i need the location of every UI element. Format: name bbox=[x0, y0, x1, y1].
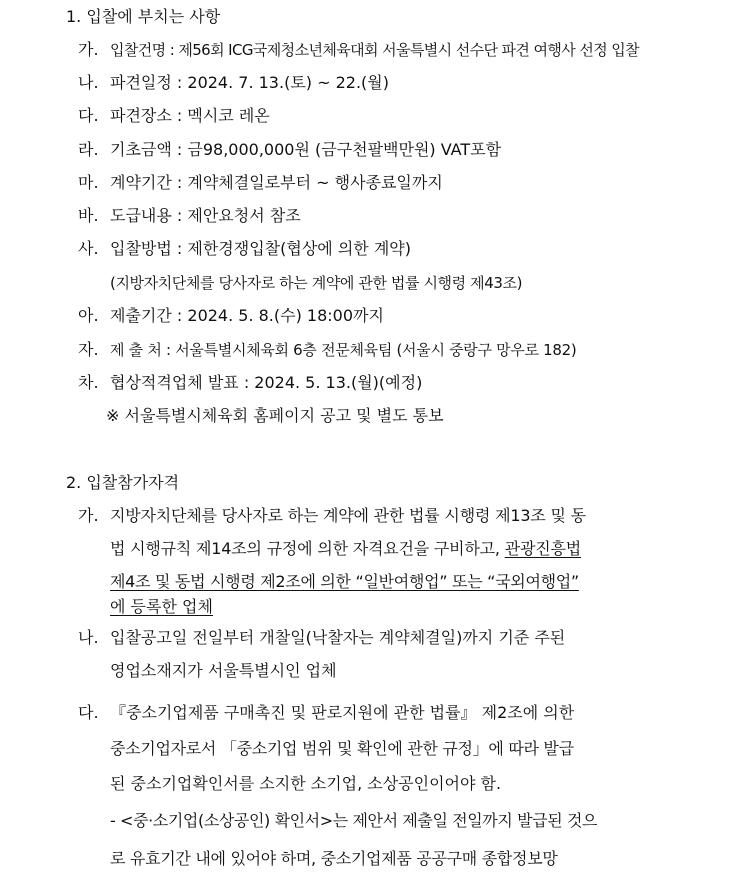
item-label: 다. bbox=[78, 106, 99, 125]
item-label: 나. bbox=[78, 628, 99, 647]
qualification-ga-line4: 에 등록한 업체 bbox=[110, 597, 213, 616]
section1-note: ※ 서울특별시체육회 홈페이지 공고 및 별도 통보 bbox=[106, 406, 444, 425]
qualification-da-line5: 로 유효기간 내에 있어야 하며, 중소기업제품 공공구매 종합정보망 bbox=[110, 849, 558, 868]
section1-heading: 1. 입찰에 부치는 사항 bbox=[66, 7, 221, 26]
item-label: 마. bbox=[78, 173, 99, 192]
item-base-amount: 기초금액 : 금98,000,000원 (금구천팔백만원) VAT포함 bbox=[110, 140, 502, 159]
item-submission-place: 제 출 처 : 서울특별시체육회 6층 전문체육팀 (서울시 중랑구 망우로 182) bbox=[110, 341, 577, 359]
qualification-da-line1: 『중소기업제품 구매촉진 및 판로지원에 관한 법률』 제2조에 의한 bbox=[110, 703, 575, 722]
item-bid-title: 입찰건명 : 제56회 ICG국제청소년체육대회 서울특별시 선수단 파견 여행사 선정 입찰 bbox=[110, 41, 640, 59]
item-label: 다. bbox=[78, 703, 99, 722]
qualification-na-line1: 입찰공고일 전일부터 개찰일(낙찰자는 계약체결일)까지 기준 주된 bbox=[110, 628, 566, 647]
item-submission-period: 제출기간 : 2024. 5. 8.(수) 18:00까지 bbox=[110, 306, 384, 325]
qualification-ga-line2 bbox=[110, 538, 581, 560]
section2-heading: 2. 입찰참가자격 bbox=[66, 473, 180, 492]
item-label: 바. bbox=[78, 206, 99, 225]
qualification-ga-line2-text: 법 시행규칙 제14조의 규정에 의한 자격요건을 구비하고, bbox=[110, 539, 500, 558]
item-contract-period: 계약기간 : 계약체결일로부터 ~ 행사종료일까지 bbox=[110, 173, 443, 192]
item-dispatch-schedule: 파견일정 : 2024. 7. 13.(토) ~ 22.(월) bbox=[110, 73, 389, 92]
qualification-da-line4: - <중·소기업(소상공인) 확인서>는 제안서 제출일 전일까지 발급된 것으 bbox=[110, 811, 598, 830]
item-label: 라. bbox=[78, 140, 99, 159]
item-label: 나. bbox=[78, 73, 99, 92]
item-label: 차. bbox=[78, 373, 99, 392]
item-bid-method-note: (지방자치단체를 당사자로 하는 계약에 관한 법률 시행령 제43조) bbox=[110, 274, 523, 292]
item-label: 가. bbox=[78, 506, 99, 525]
qualification-da-line2: 중소기업자로서 「중소기업 범위 및 확인에 관한 규정」에 따라 발급 bbox=[110, 739, 574, 758]
item-announcement: 협상적격업체 발표 : 2024. 5. 13.(월)(예정) bbox=[110, 373, 423, 392]
item-scope: 도급내용 : 제안요청서 참조 bbox=[110, 206, 301, 225]
qualification-da-line3: 된 중소기업확인서를 소지한 소기업, 소상공인이어야 함. bbox=[110, 774, 502, 793]
item-label: 사. bbox=[78, 239, 99, 258]
item-dispatch-location: 파견장소 : 멕시코 레온 bbox=[110, 106, 270, 125]
qualification-na-line2: 영업소재지가 서울특별시인 업체 bbox=[110, 661, 337, 680]
item-label: 가. bbox=[78, 40, 99, 59]
item-label: 자. bbox=[78, 340, 99, 359]
qualification-ga-line2-underlined: 관광진흥법 bbox=[504, 539, 581, 558]
item-label: 아. bbox=[78, 306, 99, 325]
qualification-ga-line1: 지방자치단체를 당사자로 하는 계약에 관한 법률 시행령 제13조 및 동 bbox=[110, 506, 586, 525]
item-bid-method: 입찰방법 : 제한경쟁입찰(협상에 의한 계약) bbox=[110, 239, 411, 258]
qualification-ga-line3: 제4조 및 동법 시행령 제2조에 의한 “일반여행업” 또는 “국외여행업” bbox=[110, 572, 579, 591]
